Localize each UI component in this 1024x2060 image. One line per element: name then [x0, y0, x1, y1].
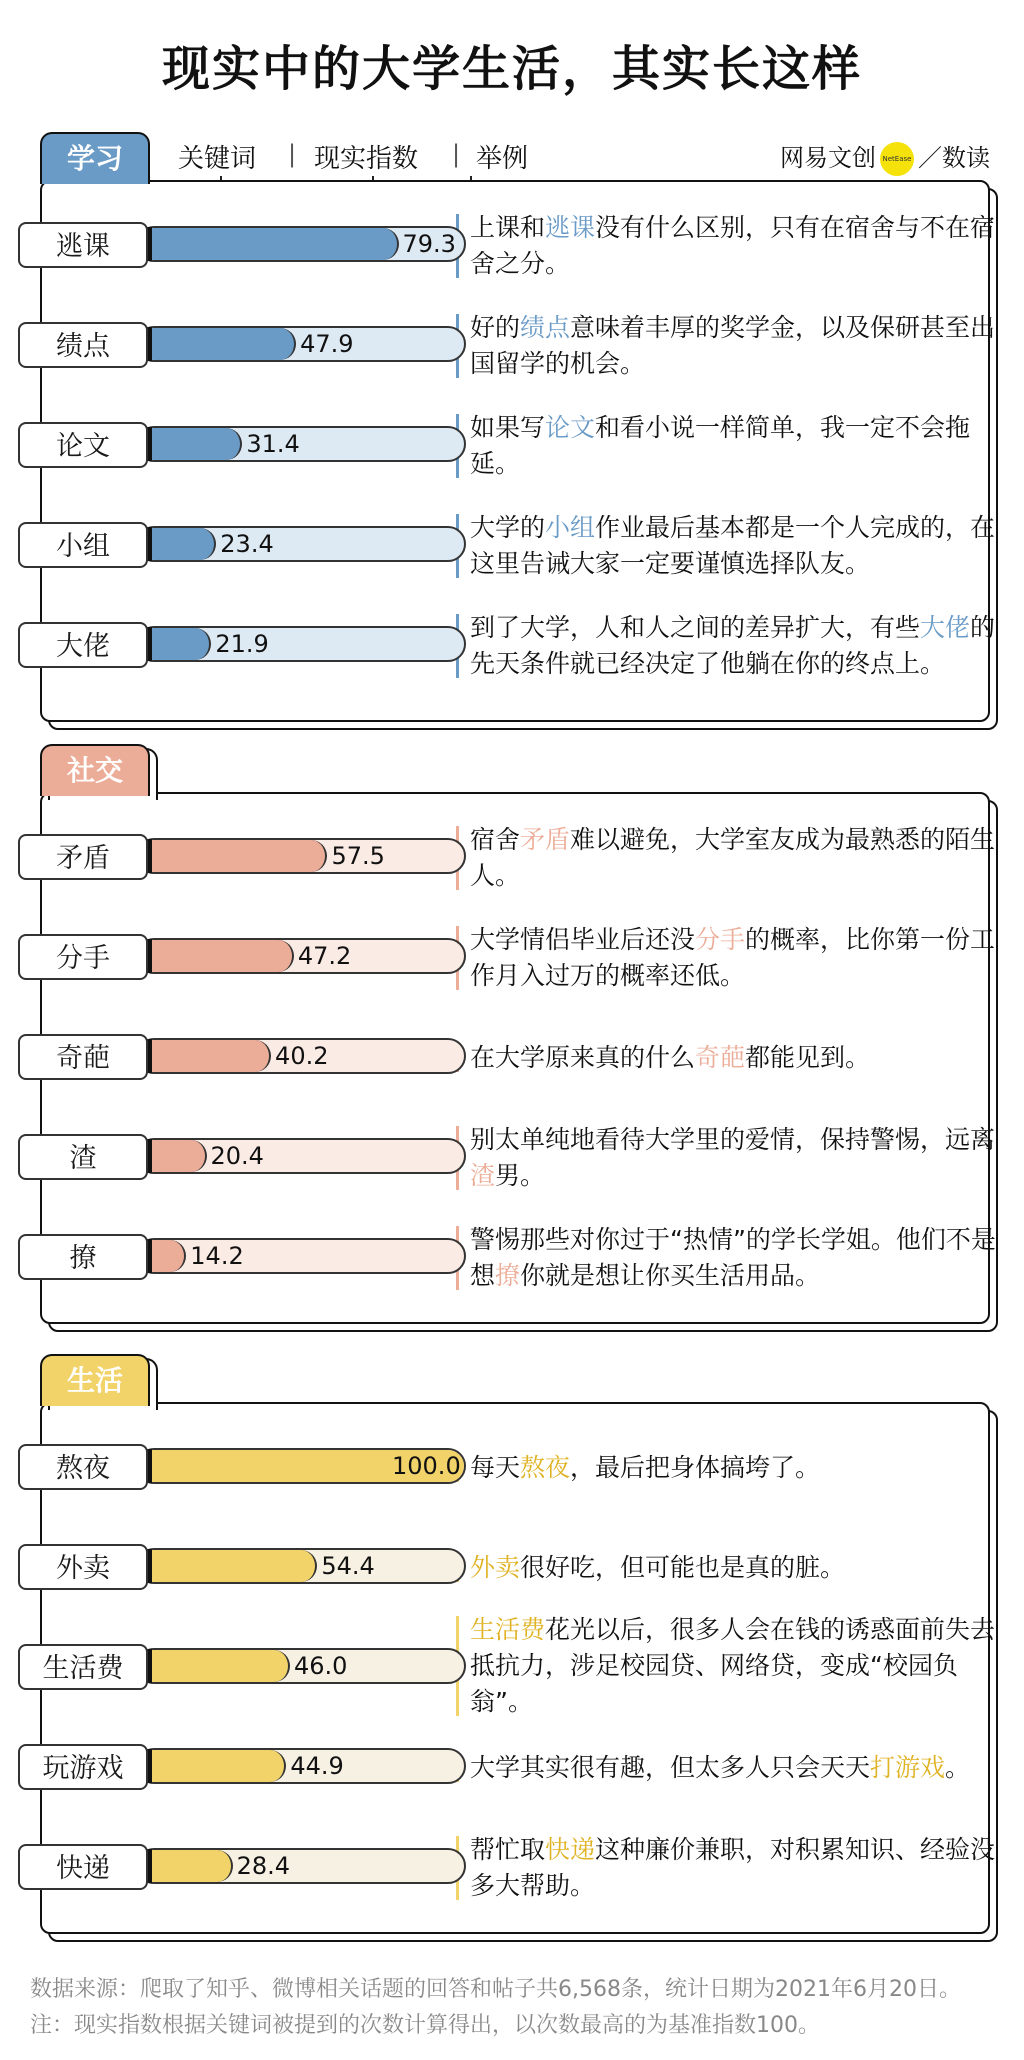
keyword-label: 绩点	[18, 322, 148, 368]
example-text-part: 很好吃，但可能也是真的脏。	[520, 1553, 846, 1582]
keyword-label: 生活费	[18, 1644, 148, 1690]
example-text	[456, 310, 1010, 382]
chart-row	[18, 1125, 998, 1190]
example-text-part: 男。	[495, 1161, 546, 1190]
bar-fill	[138, 1040, 271, 1072]
example-text-part: 到了大学，人和人之间的差异扩大，有些	[470, 613, 921, 642]
bar-value-label: 23.4	[220, 530, 274, 558]
example-text-part: 如果写	[470, 413, 546, 442]
highlight-keyword: 大佬	[920, 613, 971, 642]
example-text	[456, 1450, 1010, 1486]
chart-row	[18, 513, 998, 578]
example-text-part: 在大学原来真的什么	[470, 1043, 696, 1072]
example-text-part: 每天	[470, 1453, 521, 1482]
highlight-keyword: 快递	[545, 1835, 596, 1864]
example-text-part: 没有什么区别，只有在宿舍与不在宿舍之分。	[470, 213, 996, 278]
keyword-label: 奇葩	[18, 1034, 148, 1080]
highlight-keyword: 撩	[495, 1261, 521, 1290]
section-tab-social: 社交	[40, 744, 150, 796]
highlight-keyword: 逃课	[545, 213, 596, 242]
example-text-part: 这种廉价兼职，对积累知识、经验没多大帮助。	[470, 1835, 996, 1900]
bar-track	[136, 1848, 466, 1884]
chart-row	[18, 1740, 998, 1796]
bar-value-label: 31.4	[246, 430, 300, 458]
bar-fill	[138, 328, 296, 360]
legend-divider: |	[288, 140, 297, 168]
bar-value-label: 28.4	[236, 1852, 291, 1880]
bar-track	[136, 526, 466, 562]
keyword-label: 渣	[18, 1134, 148, 1180]
keyword-label: 逃课	[18, 222, 148, 268]
legend-example: 举例	[476, 144, 529, 174]
example-text	[456, 610, 1010, 682]
chart-row	[18, 1440, 998, 1496]
example-text-part: 上课和	[470, 213, 546, 242]
keyword-label: 大佬	[18, 622, 148, 668]
keyword-label: 玩游戏	[18, 1744, 148, 1790]
bar-fill	[138, 840, 327, 872]
highlight-keyword: 绩点	[520, 313, 571, 342]
bar-value-label: 46.0	[293, 1652, 348, 1680]
example-text	[456, 210, 1010, 282]
keyword-label: 论文	[18, 422, 148, 468]
example-text	[456, 1222, 1010, 1294]
keyword-label: 分手	[18, 934, 148, 980]
keyword-label: 小组	[18, 522, 148, 568]
example-text	[456, 822, 1010, 894]
example-text	[456, 1750, 1010, 1786]
highlight-keyword: 论文	[545, 413, 596, 442]
bar-value-label: 47.9	[300, 330, 354, 358]
bar-value-label: 79.3	[402, 230, 456, 258]
keyword-label: 快递	[18, 1844, 148, 1890]
bar-fill	[138, 228, 399, 260]
bar-track	[136, 1548, 466, 1584]
footer-note: 注：现实指数根据关键词被提到的次数计算得出，以次数最高的为基准指数100。	[30, 2013, 820, 2038]
bar-fill	[138, 1750, 286, 1782]
keyword-label: 撩	[18, 1234, 148, 1280]
bar-fill	[138, 1650, 290, 1682]
example-text	[456, 922, 1010, 994]
example-text	[456, 410, 1010, 482]
bar-value-label: 20.4	[210, 1142, 264, 1170]
example-text-part: 别太单纯地看待大学里的爱情，保持警惕，远离	[470, 1125, 996, 1154]
example-text-part: 你就是想让你买生活用品。	[520, 1261, 821, 1290]
bar-fill	[138, 1850, 233, 1882]
example-text-part: 作业最后基本都是一个人完成的，在这里告诫大家一定要谨慎选择队友。	[470, 513, 996, 578]
example-text-part: 宿舍	[470, 825, 521, 854]
brand-logo	[780, 138, 990, 176]
highlight-keyword: 熬夜	[520, 1453, 571, 1482]
brand-name: 网易文创	[780, 144, 876, 172]
example-text-part: 大学情侣毕业后还没	[470, 925, 696, 954]
chart-row	[18, 1615, 998, 1716]
bar-value-label: 44.9	[290, 1752, 344, 1780]
highlight-keyword: 外卖	[470, 1553, 521, 1582]
example-text-part: 的先天条件就已经决定了他躺在你的终点上。	[470, 613, 996, 678]
example-text-part: 意味着丰厚的奖学金，以及保研甚至出国留学的机会。	[470, 313, 996, 378]
example-text-part: 帮忙取	[470, 1835, 546, 1864]
bar-value-label: 100.0	[392, 1452, 461, 1480]
chart-row	[18, 413, 998, 478]
bar-value-label: 57.5	[331, 842, 385, 870]
bar-fill	[138, 1550, 317, 1582]
chart-row	[18, 825, 998, 890]
bar-value-label: 47.2	[297, 942, 352, 970]
example-text-part: 好的	[470, 313, 521, 342]
bar-track	[136, 626, 466, 662]
section-tab-study: 学习	[40, 132, 150, 184]
highlight-keyword: 矛盾	[520, 825, 571, 854]
example-text	[456, 1612, 1010, 1720]
highlight-keyword: 打游戏	[870, 1753, 946, 1782]
example-text-part: 大学的	[470, 513, 546, 542]
example-text-part: ，最后把身体搞垮了。	[570, 1453, 821, 1482]
example-text-part: 大学其实很有趣，但太多人只会天天	[470, 1753, 871, 1782]
bar-track	[136, 1138, 466, 1174]
legend-keyword: 关键词	[178, 144, 257, 174]
chart-row	[18, 1225, 998, 1290]
chart-row	[18, 613, 998, 678]
chart-row	[18, 1030, 998, 1086]
example-text-part: 的概率，比你第一份工作月入过万的概率还低。	[470, 925, 996, 990]
bar-fill	[138, 428, 242, 460]
bar-track	[136, 1238, 466, 1274]
legend-index: 现实指数	[314, 144, 419, 174]
chart-row	[18, 213, 998, 278]
example-text	[456, 510, 1010, 582]
page-title: 现实中的大学生活，其实长这样	[161, 41, 862, 97]
bar-value-label: 14.2	[190, 1242, 244, 1270]
bar-fill	[138, 940, 294, 972]
bar-value-label: 40.2	[275, 1042, 329, 1070]
bar-track	[136, 426, 466, 462]
highlight-keyword: 奇葩	[695, 1043, 746, 1072]
highlight-keyword: 渣	[470, 1161, 496, 1190]
bar-value-label: 21.9	[215, 630, 269, 658]
example-text-part: 和看小说一样简单，我一定不会拖延。	[470, 413, 971, 478]
chart-row	[18, 1835, 998, 1900]
example-text-part: 。	[945, 1753, 971, 1782]
section-tab-life: 生活	[40, 1354, 150, 1406]
keyword-label: 熬夜	[18, 1444, 148, 1490]
keyword-label: 矛盾	[18, 834, 148, 880]
example-text	[456, 1040, 1010, 1076]
example-text-part: 都能见到。	[745, 1043, 871, 1072]
example-text	[456, 1832, 1010, 1904]
example-text-part: 花光以后，很多人会在钱的诱惑面前失去抵抗力，涉足校园贷、网络贷，变成“校园负翁”。	[470, 1615, 996, 1716]
legend-header	[40, 130, 990, 180]
chart-row	[18, 1540, 998, 1596]
example-text-part: 警惕那些对你过于“热情”的学长学姐。他们不是想	[470, 1225, 996, 1290]
bar-value-label: 54.4	[321, 1552, 375, 1580]
highlight-keyword: 小组	[545, 513, 596, 542]
legend-divider: |	[452, 140, 461, 168]
highlight-keyword: 分手	[695, 925, 746, 954]
example-text-part: 难以避免，大学室友成为最熟悉的陌生人。	[470, 825, 996, 890]
netease-dot-icon: NetEase	[880, 142, 914, 176]
highlight-keyword: 生活费	[470, 1615, 546, 1644]
bar-track	[136, 838, 466, 874]
brand-suffix: ／数读	[918, 144, 990, 172]
chart-row	[18, 313, 998, 378]
chart-row	[18, 925, 998, 990]
example-text	[456, 1122, 1010, 1194]
keyword-label: 外卖	[18, 1544, 148, 1590]
example-text	[456, 1550, 1010, 1586]
footer-source: 数据来源：爬取了知乎、微博相关话题的回答和帖子共6,568条，统计日期为2021年6月20日。	[30, 1977, 961, 2002]
